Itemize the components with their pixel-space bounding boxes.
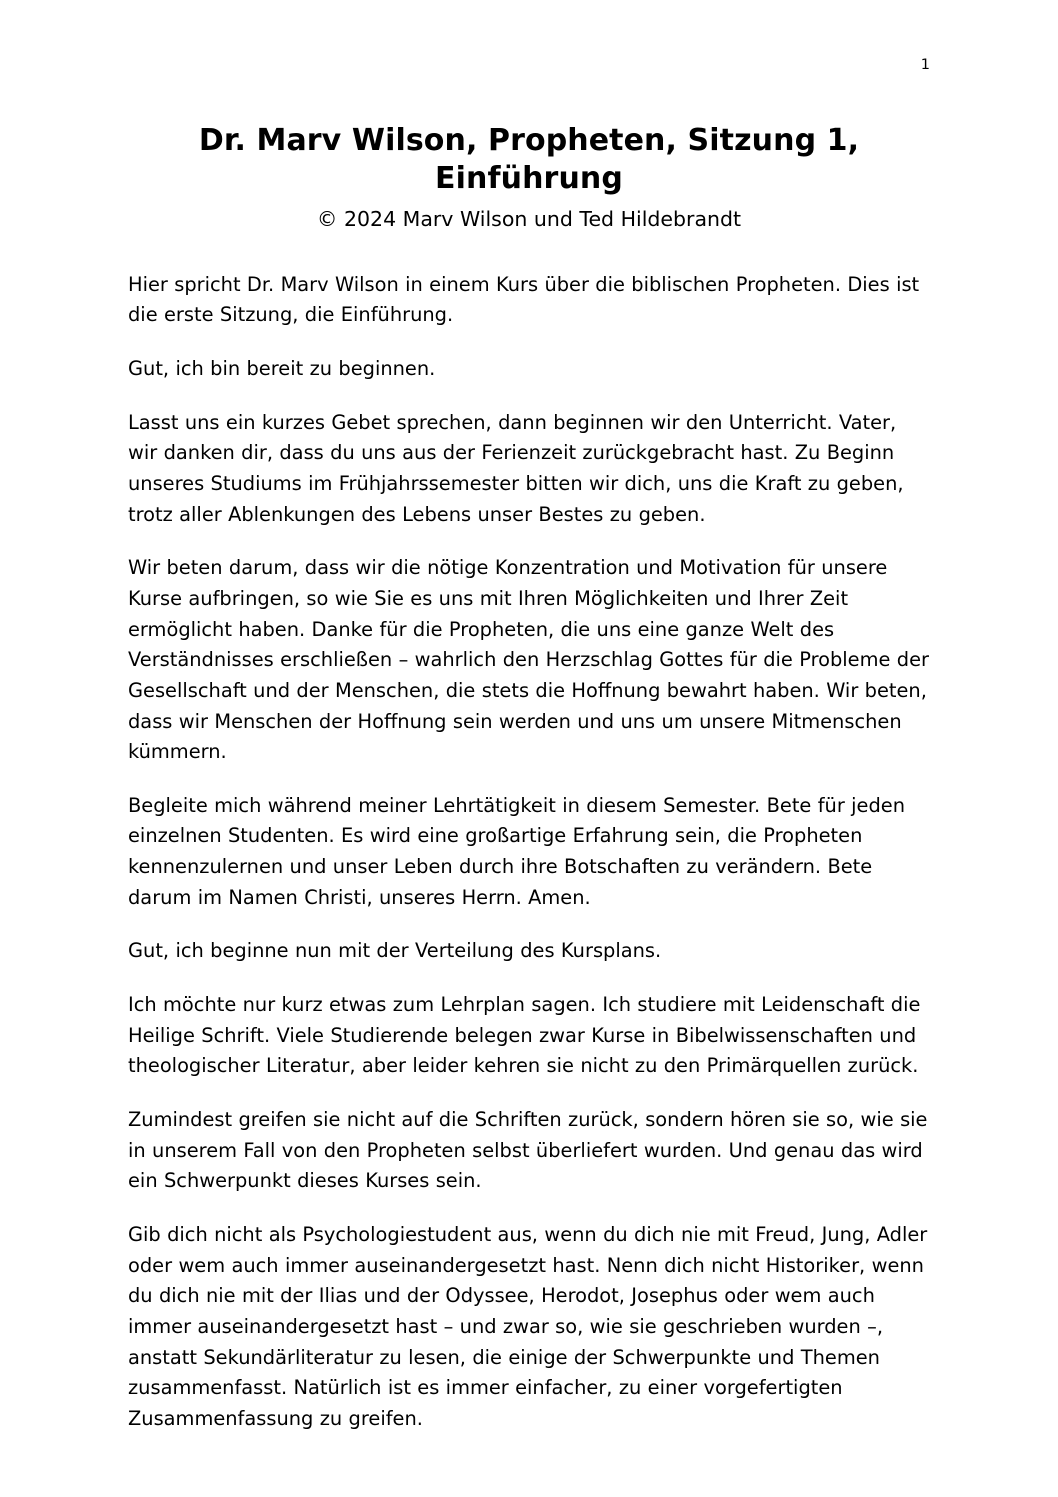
page-number: 1 xyxy=(920,57,930,73)
paragraph: Begleite mich während meiner Lehrtätigkeit in diesem Semester. Bete für jeden einzelnen Studenten. Es wird eine großartige Erfahrung sein, die Propheten kennenzulernen und unser Leben durch ihre Botschaften zu verändern. Bete darum im Namen Christi, unseres Herrn. Amen. xyxy=(128,793,906,909)
page-title: Dr. Marv Wilson, Propheten, Sitzung 1, Einführung xyxy=(198,123,860,196)
paragraph: Gib dich nicht als Psychologiestudent aus, wenn du dich nie mit Freud, Jung, Adler oder wem auch immer auseinandergesetzt hast. Nenn dich nicht Historiker, wenn du dich nie mit der Ilias und der Odyssee, Herodot, Josephus oder wem auch immer auseinandergesetzt hast – und zwar so, wie sie geschrieben wurden –, anstatt Sekundärliteratur zu lesen, die einige der Schwerpunkte und Themen zusammenfasst. Natürlich ist es immer einfacher, zu einer vorgefertigten Zusammenfassung zu greifen. xyxy=(128,1223,928,1430)
paragraph: Gut, ich bin bereit zu beginnen. xyxy=(128,356,436,380)
paragraph: Lasst uns ein kurzes Gebet sprechen, dann beginnen wir den Unterricht. Vater, wir danken dir, dass du uns aus der Ferienzeit zurückgebracht hast. Zu Beginn unseres Studiums im Frühjahrssemester bitten wir dich, uns die Kraft zu geben, trotz aller Ablenkungen des Lebens unser Bestes zu geben. xyxy=(128,410,904,526)
paragraph: Gut, ich beginne nun mit der Verteilung des Kursplans. xyxy=(128,939,662,963)
copyright-line: © 2024 Marv Wilson und Ted Hildebrandt xyxy=(316,207,742,231)
paragraph: Hier spricht Dr. Marv Wilson in einem Kurs über die biblischen Propheten. Dies ist die erste Sitzung, die Einführung. xyxy=(128,272,920,327)
paragraph: Ich möchte nur kurz etwas zum Lehrplan sagen. Ich studiere mit Leidenschaft die Heilige Schrift. Viele Studierende belegen zwar Kurse in Bibelwissenschaften und theologischer Literatur, aber leider kehren sie nicht zu den Primärquellen zurück. xyxy=(128,993,921,1078)
document-body xyxy=(128,270,930,1435)
paragraph: Wir beten darum, dass wir die nötige Konzentration und Motivation für unsere Kurse aufbringen, so wie Sie es uns mit Ihren Möglichkeiten und Ihrer Zeit ermöglicht haben. Danke für die Propheten, die uns eine ganze Welt des Verständnisses erschließen – wahrlich den Herzschlag Gottes für die Probleme der Gesellschaft und der Menschen, die stets die Hoffnung bewahrt haben. Wir beten, dass wir Menschen der Hoffnung sein werden und uns um unsere Mitmenschen kümmern. xyxy=(128,556,929,764)
paragraph: Zumindest greifen sie nicht auf die Schriften zurück, sondern hören sie so, wie sie in unserem Fall von den Propheten selbst überliefert wurden. Und genau das wird ein Schwerpunkt dieses Kurses sein. xyxy=(128,1108,928,1193)
